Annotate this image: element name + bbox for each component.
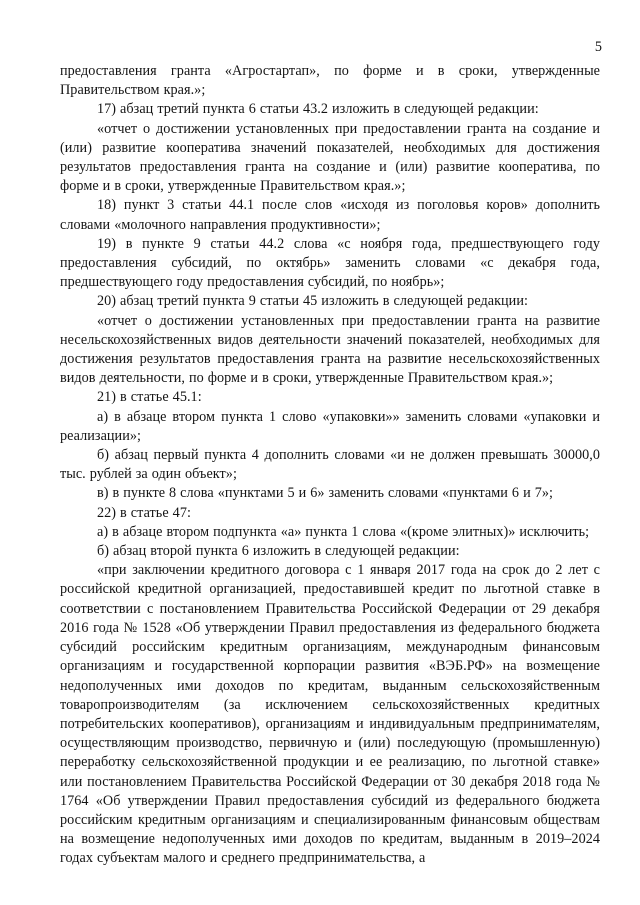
paragraph-item-21v: в) в пункте 8 слова «пунктами 5 и 6» заменить словами «пунктами 6 и 7»;: [97, 485, 553, 502]
paragraph-item-18: 18) пункт 3 статьи 44.1 после слов «исходя из поголовья коров» дополнить словами «молочного направления продуктивности»;: [60, 197, 600, 233]
paragraph-quote-47: «при заключении кредитного договора с 1 января 2017 года на срок до 2 лет с российской кредитной организацией, предоставившей кредит по льготной ставке в соответствии с постановлением Правительства Российской Федерации от 29 декабря 2016 года № 1528 «Об утверждении Правил предоставления из федерального бюджета субсидий российским кредитным организациям, международным финансовым организациям и государственной корпорации развития «ВЭБ.РФ» на возмещение недополученных ими доходов по кредитам, выданным сельскохозяйственным товаропроизводителям (за исключением сельскохозяйственных кредитных потребительских кооперативов), организациям и индивидуальным предпринимателям, осуществляющим производство, первичную и (или) последующую (промышленную) переработку сельскохозяйственной продукции и ее реализацию, по льготной ставке» или постановлением Правительства Российской Федерации от 30 декабря 2018 года № 1764 «Об утверждении Правил предоставления субсидий из федерального бюджета российским кредитным организациям и специализированным финансовым обществам на возмещение недополученных ими доходов по кредитам, выданным в 2019–2024 годах субъектам малого и среднего предпринимательства, а: [60, 562, 600, 867]
paragraph-item-20: 20) абзац третий пункта 9 статьи 45 изложить в следующей редакции:: [97, 293, 528, 310]
paragraph-item-17: 17) абзац третий пункта 6 статьи 43.2 изложить в следующей редакции:: [97, 101, 539, 118]
paragraph-item-21b: б) абзац первый пункта 4 дополнить словами «и не должен превышать 30000,0 тыс. рублей за один объект»;: [60, 447, 600, 483]
paragraph-quote-43-2: «отчет о достижении установленных при предоставлении гранта на создание и (или) развитие кооператива значений показателей, необходимых для достижения результатов предоставления гранта на создание и (или) развитие кооператива, по форме и в сроки, утвержденные Правительством края.»;: [60, 120, 600, 195]
paragraph-item-22b: б) абзац второй пункта 6 изложить в следующей редакции:: [97, 543, 460, 560]
page-number: 5: [594, 39, 602, 55]
document-body: [60, 62, 600, 869]
paragraph-item-22a: а) в абзаце втором подпункта «а» пункта 1 слова «(кроме элитных)» исключить;: [97, 523, 590, 540]
paragraph-item-22: 22) в статье 47:: [97, 504, 191, 521]
paragraph-item-21: 21) в статье 45.1:: [97, 389, 202, 406]
paragraph-quote-45: «отчет о достижении установленных при предоставлении гранта на развитие несельскохозяйственных видов деятельности значений показателей, необходимых для достижения результатов предоставления гранта на развитие несельскохозяйственных видов деятельности, по форме и в сроки, утвержденные Правительством края.»;: [60, 312, 600, 387]
paragraph-continuation: предоставления гранта «Агростартап», по форме и в сроки, утвержденные Правительством края.»;: [60, 63, 600, 99]
paragraph-item-21a: а) в абзаце втором пункта 1 слово «упаковки»» заменить словами «упаковки и реализации»;: [60, 408, 600, 444]
paragraph-item-19: 19) в пункте 9 статьи 44.2 слова «с ноября года, предшествующего году предоставления субсидий, по октябрь» заменить словами «с декабря года, предшествующего году предоставления субсидий, по ноябрь»;: [60, 235, 600, 291]
